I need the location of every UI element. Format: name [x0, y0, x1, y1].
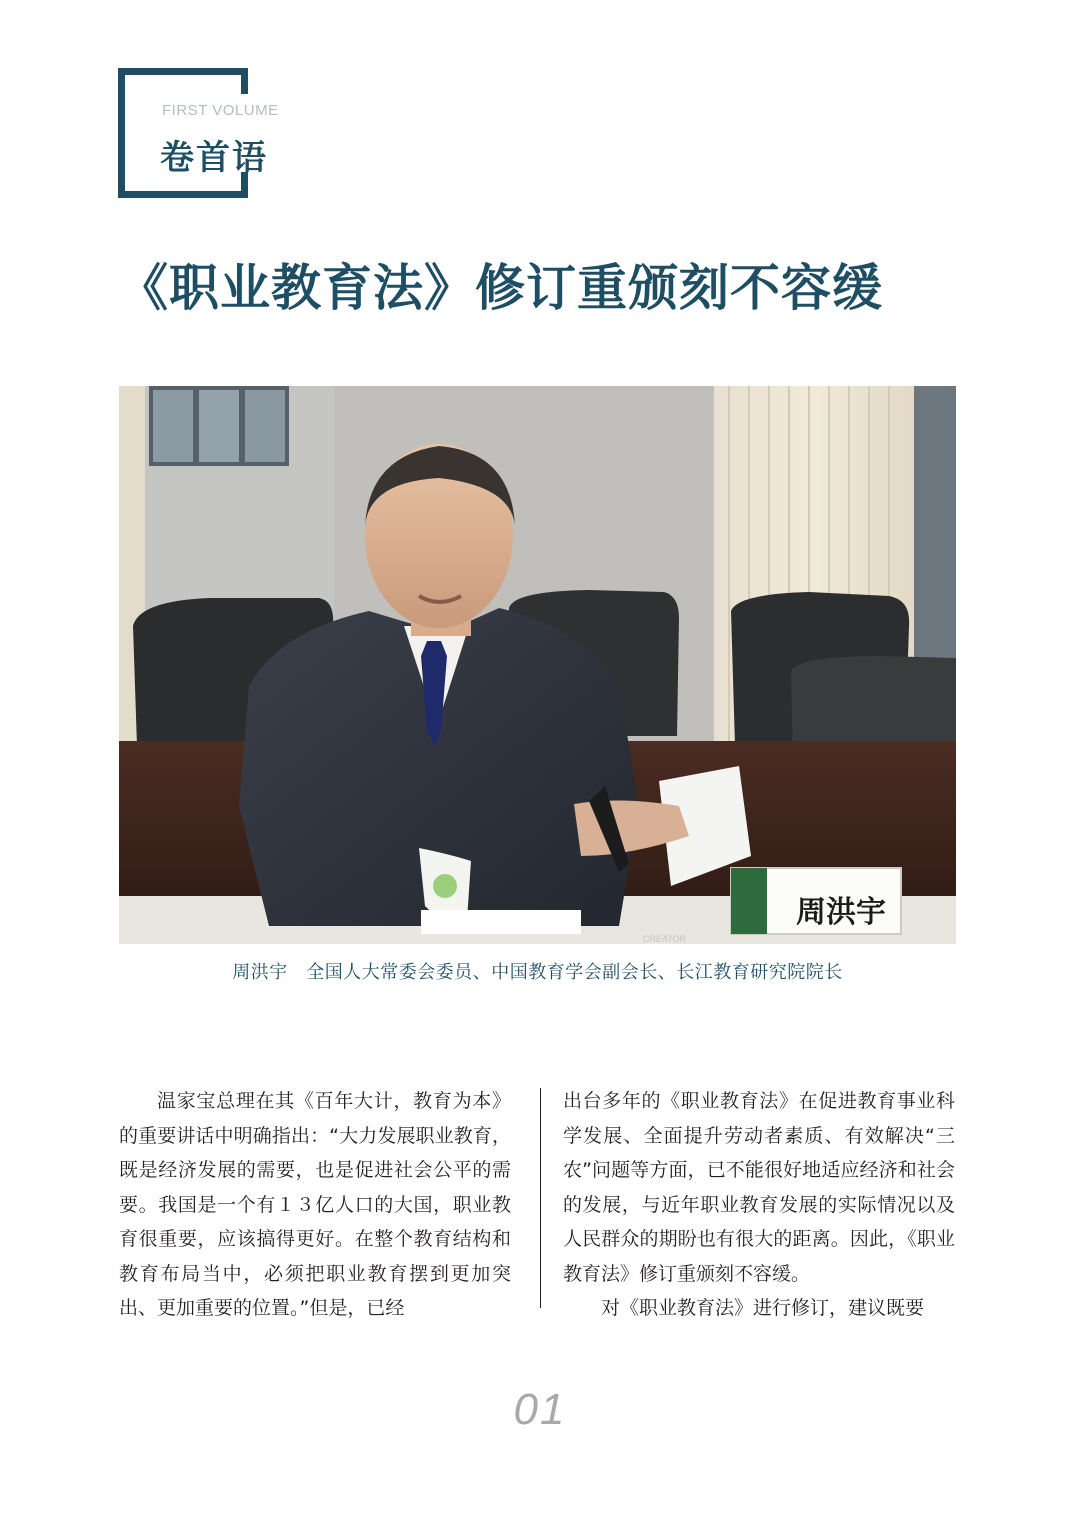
body-column-right — [563, 1084, 955, 1326]
badge-frame-bottom — [118, 191, 248, 198]
nameplate-text: 周洪宇 — [796, 895, 886, 930]
cup-label: CREATOR — [643, 934, 687, 944]
badge-chinese-label: 卷首语 — [160, 138, 268, 178]
body-paragraph: 温家宝总理在其《百年大计，教育为本》的重要讲话中明确指出：“大力发展职业教育，既是经济发展的需要，也是促进社会公平的需要。我国是一个有１３亿人口的大国，职业教育很重要，应该搞得更好。在整个教育结构和教育布局当中，必须把职业教育摆到更加突出、更加重要的位置。”但是，已经 — [119, 1090, 511, 1319]
page-number: 01 — [513, 1385, 567, 1434]
body-paragraph-continued: 出台多年的《职业教育法》在促进教育事业科学发展、全面提升劳动者素质、有效解决“三农”问题等方面，已不能很好地适应经济和社会的发展，与近年职业教育发展的实际情况以及人民群众的期盼也有很大的距离。因此，《职业教育法》修订重颁刻不容缓。 — [563, 1090, 955, 1285]
body-paragraph: 对《职业教育法》进行修订，建议既要 — [601, 1297, 925, 1319]
photo-caption: 周洪宇 全国人大常委会委员、中国教育学会副会长、长江教育研究院院长 — [232, 962, 843, 983]
column-divider — [540, 1088, 541, 1308]
section-badge — [118, 68, 279, 198]
body-column-left — [119, 1084, 511, 1326]
page-title: 《职业教育法》修订重颁刻不容缓 — [118, 258, 883, 317]
portrait-photo — [119, 386, 956, 944]
badge-frame-right-top — [241, 68, 248, 94]
badge-english-label: FIRST VOLUME — [162, 102, 279, 119]
